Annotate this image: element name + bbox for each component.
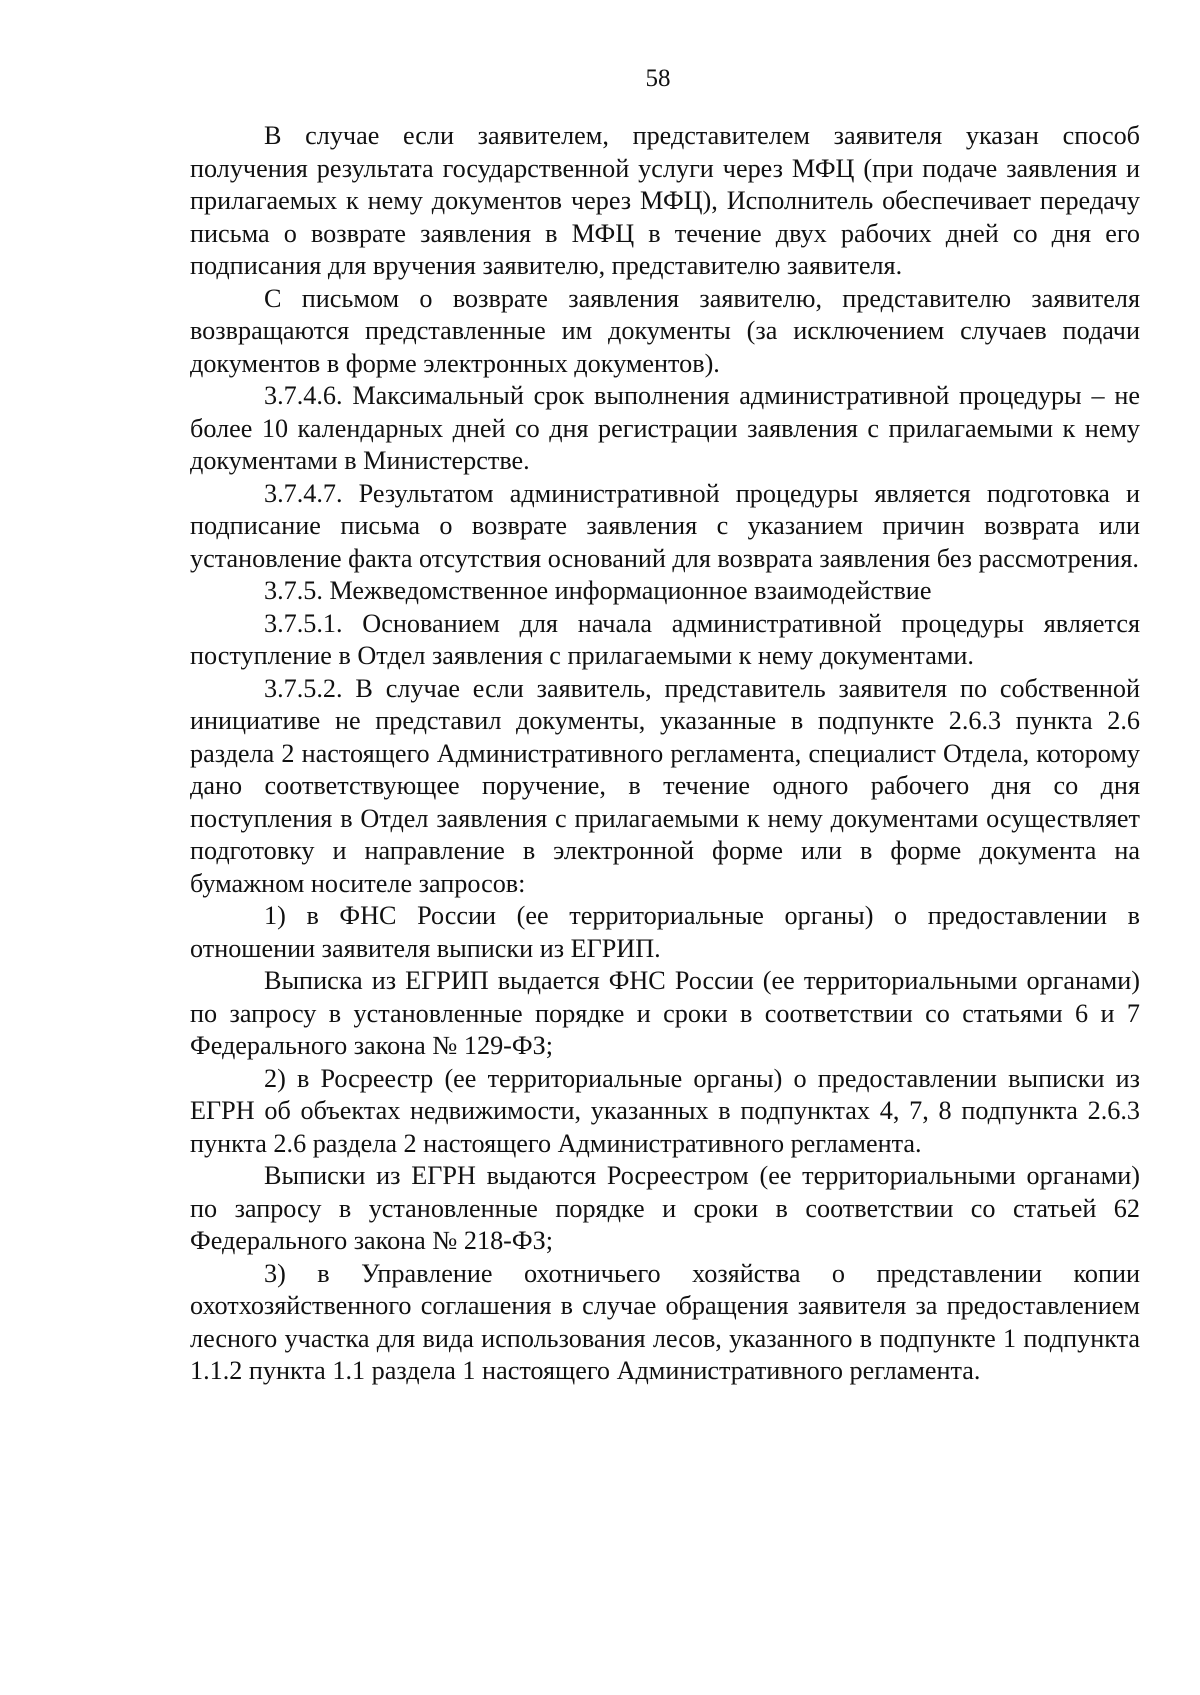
paragraph-3-7-4-6: 3.7.4.6. Максимальный срок выполнения административной процедуры – не более 10 календарных дней со дня регистрации заявления с прилагаемыми к нему документами в Министерстве. (190, 381, 1140, 475)
paragraph-3-7-5-2: 3.7.5.2. В случае если заявитель, представитель заявителя по собственной инициативе не представил документы, указанные в подпункте 2.6.3 пункта 2.6 раздела 2 настоящего Административного регламента, специалист Отдела, которому дано соответствующее поручение, в течение одного рабочего дня со дня поступления в Отдел заявления с прилагаемыми к нему документами осуществляет подготовку и направление в электронной форме или в форме документа на бумажном носителе запросов: (190, 673, 1140, 898)
list-item-hunting-request: 3) в Управление охотничьего хозяйства о представлении копии охотхозяйственного соглашения в случае обращения заявителя за предоставлением лесного участка для вида использования лесов, указанного в подпункте 1 подпункта 1.1.2 пункта 1.1 раздела 1 настоящего Административного регламента. (190, 1258, 1140, 1385)
list-item-rosreestr-request: 2) в Росреестр (ее территориальные органы) о предоставлении выписки из ЕГРН об объектах недвижимости, указанных в подпунктах 4, 7, 8 подпункта 2.6.3 пункта 2.6 раздела 2 настоящего Административного регламента. (190, 1063, 1140, 1158)
page-number: 58 (645, 65, 671, 92)
list-item-fns-request: 1) в ФНС России (ее территориальные органы) о предоставлении в отношении заявителя выписки из ЕГРИП. (190, 901, 1140, 963)
paragraph-3-7-4-7: 3.7.4.7. Результатом административной процедуры является подготовка и подписание письма о возврате заявления с указанием причин возврата или установление факта отсутствия оснований для возврата заявления без рассмотрения. (190, 478, 1140, 573)
paragraph-3-7-5-heading: 3.7.5. Межведомственное информационное взаимодействие (264, 576, 932, 605)
paragraph-3-7-5-1: 3.7.5.1. Основанием для начала административной процедуры является поступление в Отдел заявления с прилагаемыми к нему документами. (190, 608, 1140, 670)
paragraph-documents-returned: С письмом о возврате заявления заявителю, представителю заявителя возвращаются представленные им документы (за исключением случаев подачи документов в форме электронных документов). (190, 283, 1140, 378)
paragraph-egrip-extract: Выписка из ЕГРИП выдается ФНС России (ее территориальными органами) по запросу в установленные порядке и сроки в соответствии со статьями 6 и 7 Федерального закона № 129-ФЗ; (190, 966, 1140, 1060)
paragraph-egrn-extract: Выписки из ЕГРН выдаются Росреестром (ее территориальными органами) по запросу в установленные порядке и сроки в соответствии со статьей 62 Федерального закона № 218-ФЗ; (190, 1161, 1140, 1255)
document-body (190, 120, 1140, 1388)
paragraph-mfc-return: В случае если заявителем, представителем заявителя указан способ получения результата государственной услуги через МФЦ (при подаче заявления и прилагаемых к нему документов через МФЦ), Исполнитель обеспечивает передачу письма о возврате заявления в МФЦ в течение двух рабочих дней со дня его подписания для вручения заявителю, представителю заявителя. (190, 121, 1140, 280)
